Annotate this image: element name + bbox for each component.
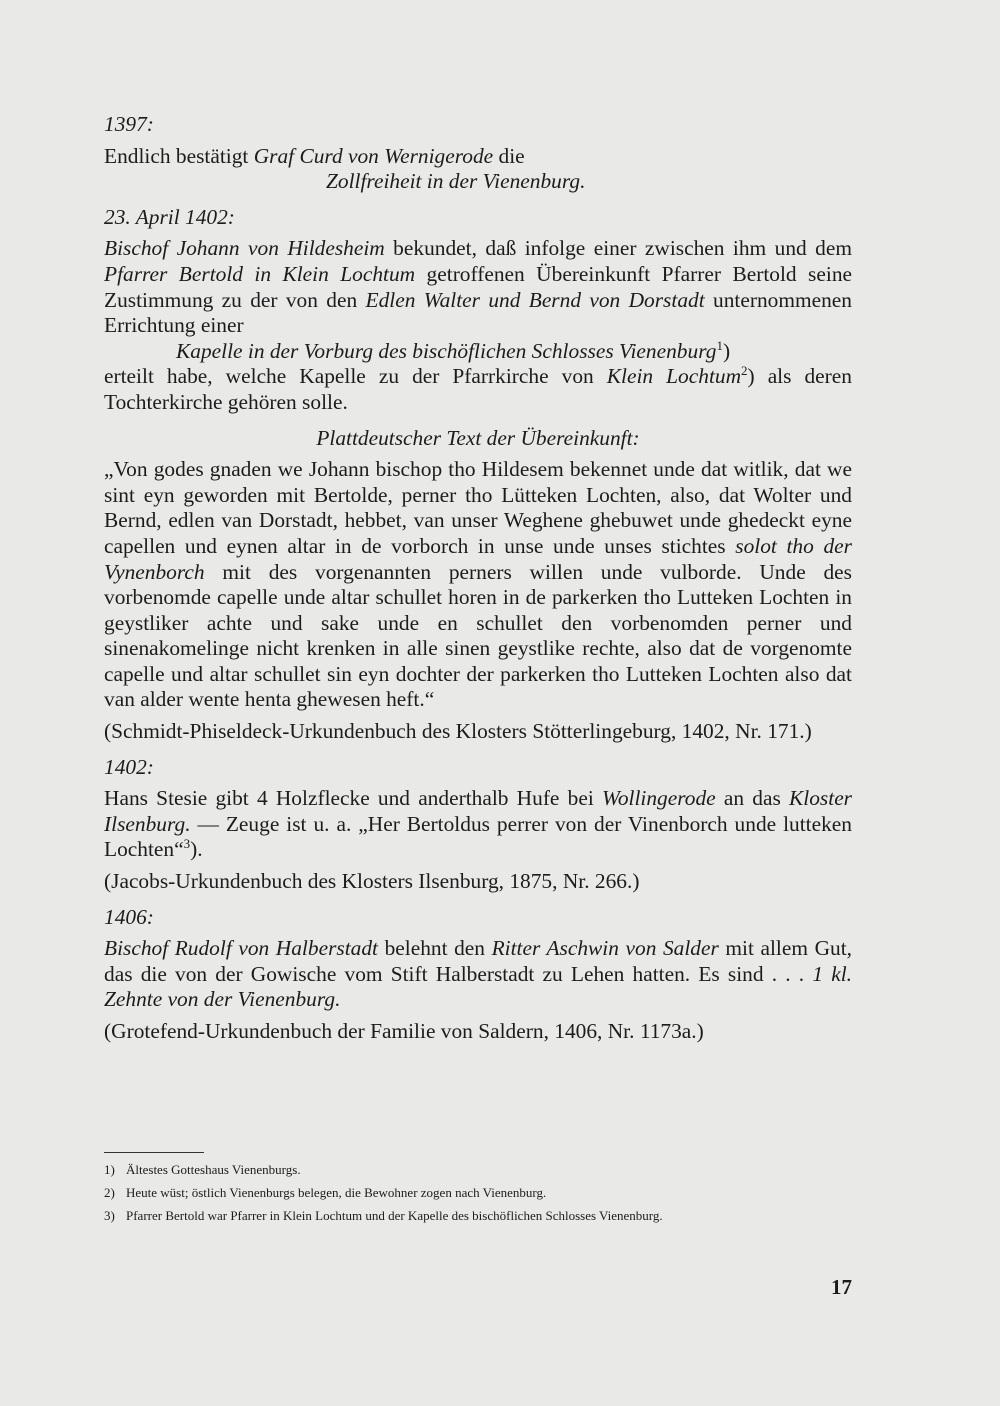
text: mit des vorgenannten perners willen unde vulborde. Unde des vorbenomde capelle unde altar schullet horen in de parkerken tho Lutteken Lochten in geystliker achte und sake unde en schullet den vorbenomden perner und sinenakomelinge nicht krenken in alle sinen geystlike rechte, also dat de vorgenomte capelle und altar schullet sin eyn dochter der parkerken tho Lutteken Lochten also dat van alder wente henta ghewesen heft.“ bbox=[104, 559, 852, 712]
text: die bbox=[493, 143, 525, 168]
kloster-ilsenburg: Kloster Ilsenburg. bbox=[104, 786, 853, 836]
plattdeutsch-heading: Plattdeutscher Text der Übereinkunft: bbox=[316, 425, 640, 450]
text: ). bbox=[190, 837, 203, 862]
page-body bbox=[104, 112, 852, 1045]
footnote-divider bbox=[104, 1152, 204, 1153]
text: bekundet, daß infolge einer zwischen ihm und dem bbox=[384, 236, 852, 261]
source-1: (Schmidt-Phiseldeck-Urkundenbuch des Klosters Stötterlingeburg, 1402, Nr. 171.) bbox=[104, 719, 812, 744]
date-1402: 1402: bbox=[104, 754, 154, 779]
footnotes bbox=[104, 1161, 852, 1230]
footnote-ref-1: 1 bbox=[716, 337, 723, 353]
entry-1406 bbox=[104, 936, 852, 1013]
footnote-1 bbox=[104, 1161, 852, 1178]
name-ritter-aschwin: Ritter Aschwin von Salder bbox=[491, 936, 719, 961]
kapelle-line bbox=[104, 339, 852, 365]
text: unternommenen Errichtung einer bbox=[104, 287, 852, 338]
text: mit allem Gut, das die von der Gowische vom Stift Halberstadt zu Lehen hatten. Es sind . . . bbox=[104, 936, 853, 986]
text: ) bbox=[722, 338, 731, 363]
text: Endlich bestätigt bbox=[104, 143, 254, 168]
entry-april-1402-end bbox=[104, 364, 852, 415]
source-3: (Grotefend-Urkundenbuch der Familie von Saldern, 1406, Nr. 1173a.) bbox=[104, 1019, 704, 1043]
text: getroffenen Übereinkunft Pfarrer Bertold seine Zustimmung zu der von den bbox=[104, 261, 853, 312]
entry-1402 bbox=[104, 786, 852, 863]
footnote-3 bbox=[104, 1207, 852, 1224]
footnote-number: 3) bbox=[104, 1208, 115, 1223]
name-edlen: Edlen Walter und Bernd von Dorstadt bbox=[365, 287, 705, 312]
entry-1397-line2 bbox=[104, 169, 852, 195]
text: an das bbox=[715, 786, 790, 811]
date-1397: 1397: bbox=[104, 112, 154, 136]
name-graf-curd: Graf Curd von Wernigerode bbox=[253, 143, 494, 168]
solot: solot tho der Vynenborch bbox=[104, 533, 852, 584]
name-pfarrer-bertold: Pfarrer Bertold in Klein Lochtum bbox=[104, 261, 416, 286]
zehnte: 1 kl. Zehnte von der Vienenburg. bbox=[104, 961, 853, 1012]
plattdeutsch-text bbox=[104, 457, 852, 713]
page-number: 17 bbox=[831, 1275, 852, 1299]
wollingerode: Wollingerode bbox=[601, 786, 716, 811]
klein-lochtum: Klein Lochtum bbox=[606, 364, 742, 389]
name-bischof-johann: Bischof Johann von Hildesheim bbox=[104, 236, 385, 261]
text: erteilt habe, welche Kapelle zu der Pfarrkirche von bbox=[104, 364, 607, 389]
footnote-2 bbox=[104, 1184, 852, 1201]
footnote-text: Ältestes Gotteshaus Vienenburgs. bbox=[126, 1162, 301, 1177]
text: — Zeuge ist u. a. „Her Bertoldus perrer von der Vinenborch unde lutteken Lochten“ bbox=[104, 811, 852, 862]
date-1406: 1406: bbox=[104, 904, 154, 929]
text: belehnt den bbox=[378, 936, 492, 961]
zollfreiheit: Zollfreiheit in der Vienenburg. bbox=[326, 169, 586, 194]
footnote-text: Pfarrer Bertold war Pfarrer in Klein Lochtum und der Kapelle des bischöflichen Schlosses Vienenburg. bbox=[126, 1208, 663, 1223]
footnote-number: 1) bbox=[104, 1162, 115, 1177]
kapelle: Kapelle in der Vorburg des bischöflichen Schlosses Vienenburg bbox=[176, 338, 717, 363]
entry-1397-line1 bbox=[104, 144, 852, 170]
source-2: (Jacobs-Urkundenbuch des Klosters Ilsenburg, 1875, Nr. 266.) bbox=[104, 869, 640, 894]
footnote-ref-2: 2 bbox=[741, 363, 748, 379]
text: „Von godes gnaden we Johann bischop tho Hildesem bekennet unde dat witlik, dat we sint eyn geworden mit Bertolde, perner tho Lütteken Lochten, also, dat Wolter und Bernd, edlen van Dorstadt, hebbet, van unser Weghene ghebuwet unde ghedeckt eyne capellen und eynen altar in de vorborch in unse unde unses stichtes bbox=[104, 457, 852, 558]
footnote-number: 2) bbox=[104, 1185, 115, 1200]
footnote-ref-3: 3 bbox=[183, 836, 191, 852]
entry-april-1402 bbox=[104, 236, 852, 338]
text: Hans Stesie gibt 4 Holzflecke und anderthalb Hufe bei bbox=[104, 786, 602, 811]
date-april-1402: 23. April 1402: bbox=[104, 204, 235, 229]
footnote-text: Heute wüst; östlich Vienenburgs belegen, die Bewohner zogen nach Vienenburg. bbox=[126, 1185, 547, 1200]
text: ) als deren Tochterkirche gehören solle. bbox=[104, 364, 852, 414]
name-bischof-rudolf: Bischof Rudolf von Halberstadt bbox=[104, 936, 378, 961]
